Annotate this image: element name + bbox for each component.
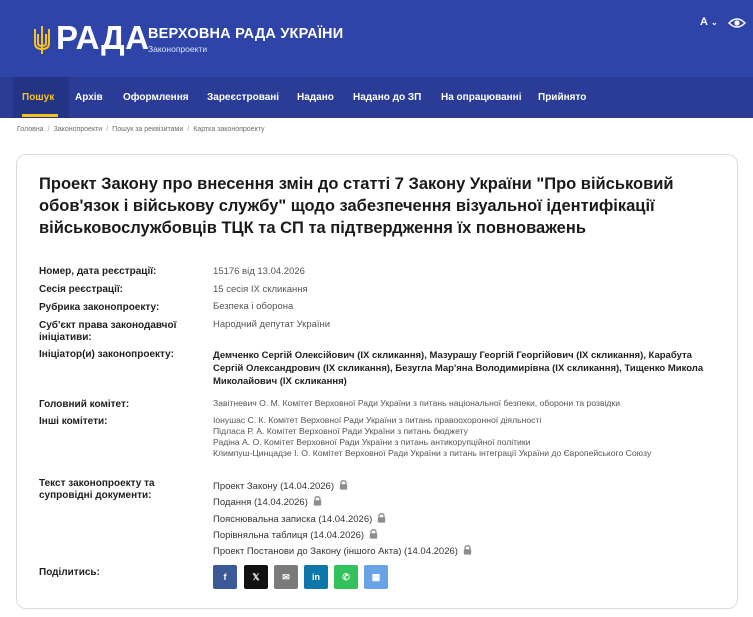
doc-link[interactable]: Пояснювальна записка (14.04.2026) xyxy=(213,514,373,525)
qr-icon: ▦ xyxy=(371,571,381,582)
nav-item-adopted[interactable]: Прийнято xyxy=(538,92,587,103)
other-committee-item: Радіна А. О. Комітет Верховної Ради України з питань антикорупційної політики xyxy=(213,437,531,447)
x-share-button[interactable] xyxy=(244,565,268,589)
x-icon: 𝕏 xyxy=(252,571,260,582)
facebook-share-button[interactable] xyxy=(213,565,237,589)
site-subtitle: Законопроекти xyxy=(148,44,208,54)
doc-link[interactable]: Проект Закону (14.04.2026) xyxy=(213,481,335,492)
subject-label: Суб'єкт права законодавчої ініціативи: xyxy=(39,320,177,343)
linkedin-icon: in xyxy=(312,572,320,582)
lock-icon xyxy=(313,496,322,506)
doc-link[interactable]: Порівняльна таблиця (14.04.2026) xyxy=(213,530,365,541)
font-size-label: A xyxy=(700,16,708,28)
site-title[interactable]: ВЕРХОВНА РАДА УКРАЇНИ xyxy=(148,26,344,42)
lock-icon xyxy=(339,480,348,490)
doc-item[interactable] xyxy=(213,545,472,557)
nav-item-registered[interactable]: Зареєстровані xyxy=(207,92,280,103)
nav-item-search[interactable]: Пошук xyxy=(22,92,55,103)
breadcrumb-separator: / xyxy=(47,126,50,133)
eye-icon[interactable] xyxy=(728,15,746,31)
facebook-icon: f xyxy=(223,572,227,582)
logo-wordmark[interactable]: РАДА xyxy=(56,19,150,56)
lock-icon xyxy=(377,513,386,523)
breadcrumb xyxy=(17,126,264,133)
email-icon: ✉ xyxy=(282,571,290,582)
whatsapp-icon: ✆ xyxy=(342,571,350,582)
nav-item-formatting[interactable]: Оформлення xyxy=(123,92,189,103)
trident-logo-icon xyxy=(31,25,53,55)
lock-icon xyxy=(463,545,472,555)
rubric-label: Рубрика законопроекту: xyxy=(39,302,160,313)
other-committee-item: Підласа Р. А. Комітет Верховної Ради України з питань бюджету xyxy=(213,426,468,436)
breadcrumb-separator: / xyxy=(106,126,109,133)
breadcrumb-separator: / xyxy=(187,126,190,133)
font-size-button[interactable] xyxy=(700,16,718,28)
doc-item[interactable] xyxy=(213,529,378,541)
nav-item-provided-zp[interactable]: Надано до ЗП xyxy=(353,92,422,103)
doc-link[interactable]: Проект Постанови до Закону (іншого Акта) (14.04.2026) xyxy=(213,546,458,557)
reg-label: Номер, дата реєстрації: xyxy=(39,266,157,277)
rubric-value: Безпека і оборона xyxy=(213,301,294,312)
doc-item[interactable] xyxy=(213,513,386,525)
share-label: Поділитись: xyxy=(39,567,100,578)
lock-icon xyxy=(369,529,378,539)
email-share-button[interactable] xyxy=(274,565,298,589)
breadcrumb-home[interactable]: Головна xyxy=(17,126,44,133)
bill-title: Проект Закону про внесення змін до статті 7 Закону України "Про військовий обов'язок і військову службу" щодо забезпечення візуальної ідентифікації військовослужбовців ТЦК та СП та підтвердження їх повноважень xyxy=(39,175,674,237)
initiators-label: Ініціатор(и) законопроекту: xyxy=(39,349,174,360)
reg-value: 15176 від 13.04.2026 xyxy=(213,266,305,277)
doc-item[interactable] xyxy=(213,480,348,492)
breadcrumb-current: Картка законопроекту xyxy=(193,126,265,133)
docs-label: Текст законопроекту та супровідні документи: xyxy=(39,478,155,501)
session-label: Сесія реєстрації: xyxy=(39,284,123,295)
qr-share-button[interactable] xyxy=(364,565,388,589)
nav-item-provided[interactable]: Надано xyxy=(297,92,334,103)
breadcrumb-search[interactable]: Пошук за реквізитами xyxy=(112,126,184,133)
breadcrumb-bills[interactable]: Законопроекти xyxy=(53,126,103,133)
initiators-value[interactable]: Демченко Сергій Олексійович (IX скликання), Мазурашу Георгій Георгійович (IX скликання), Карабута Сергій Олександрович (IX скликання), Безугла Мар'яна Володимирівна (IX скликання), Тищенко Микола Миколайович (IX скликання) xyxy=(213,350,704,387)
doc-item[interactable] xyxy=(213,496,322,508)
other-committees-label: Інші комітети: xyxy=(39,416,108,427)
linkedin-share-button[interactable] xyxy=(304,565,328,589)
session-value: 15 сесія IX скликання xyxy=(213,284,308,295)
nav-active-underline xyxy=(22,114,58,117)
subject-value: Народний депутат України xyxy=(213,319,331,330)
chevron-down-icon: ⌄ xyxy=(710,18,718,27)
site-header xyxy=(0,0,753,77)
other-committee-item: Іонушас С. К. Комітет Верховної Ради України з питань правоохоронної діяльності xyxy=(213,415,542,425)
nav-item-archive[interactable]: Архів xyxy=(75,92,103,103)
doc-link[interactable]: Подання (14.04.2026) xyxy=(213,497,308,508)
main-committee-value: Завітневич О. М. Комітет Верховної Ради України з питань національної безпеки, оборони та розвідки xyxy=(213,398,620,408)
nav-item-processing[interactable]: На опрацюванні xyxy=(441,92,522,103)
main-committee-label: Головний комітет: xyxy=(39,399,130,410)
other-committee-item: Климпуш-Цинцадзе І. О. Комітет Верховної Ради України з питань інтеграції України до Європейського Союзу xyxy=(213,448,652,458)
whatsapp-share-button[interactable] xyxy=(334,565,358,589)
